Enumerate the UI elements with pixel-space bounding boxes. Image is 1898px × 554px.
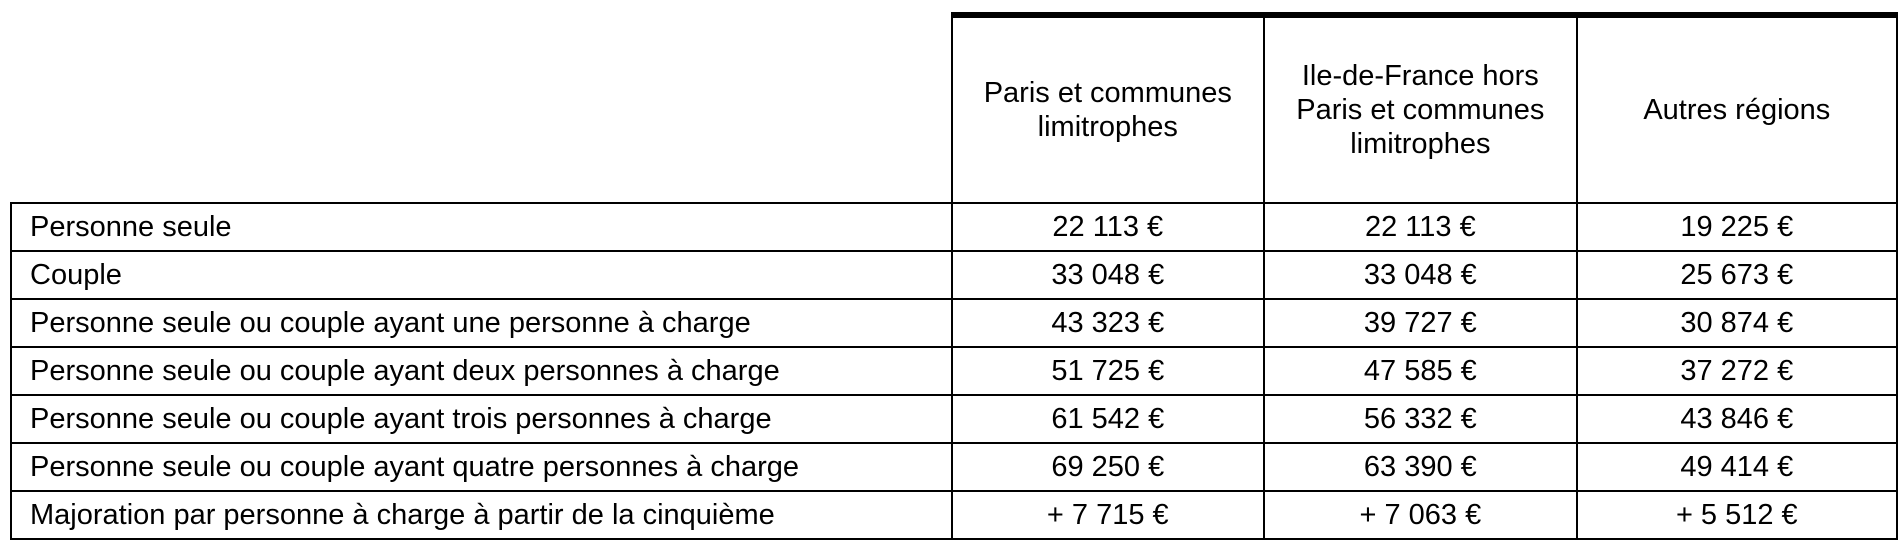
value-paris: 51 725 €: [952, 347, 1265, 395]
row-label: Couple: [11, 251, 952, 299]
value-ile-de-france: 63 390 €: [1264, 443, 1577, 491]
value-autres-regions: 30 874 €: [1577, 299, 1897, 347]
table-header: [11, 15, 1897, 203]
value-ile-de-france: + 7 063 €: [1264, 491, 1577, 539]
table-row: [11, 395, 1897, 443]
value-autres-regions: 49 414 €: [1577, 443, 1897, 491]
header-row: [11, 15, 1897, 203]
value-autres-regions: + 5 512 €: [1577, 491, 1897, 539]
value-ile-de-france: 47 585 €: [1264, 347, 1577, 395]
income-ceiling-table: [10, 12, 1898, 540]
value-paris: 43 323 €: [952, 299, 1265, 347]
value-autres-regions: 19 225 €: [1577, 203, 1897, 251]
value-ile-de-france: 56 332 €: [1264, 395, 1577, 443]
row-label: Personne seule ou couple ayant une personne à charge: [11, 299, 952, 347]
table-row: [11, 491, 1897, 539]
value-paris: 61 542 €: [952, 395, 1265, 443]
value-paris: 69 250 €: [952, 443, 1265, 491]
header-ile-de-france: Ile-de-France hors Paris et communes limitrophes: [1264, 15, 1577, 203]
row-label: Personne seule ou couple ayant deux personnes à charge: [11, 347, 952, 395]
table-row: [11, 347, 1897, 395]
header-paris: Paris et communes limitrophes: [952, 15, 1265, 203]
table-row: [11, 299, 1897, 347]
row-label: Personne seule ou couple ayant trois personnes à charge: [11, 395, 952, 443]
value-autres-regions: 43 846 €: [1577, 395, 1897, 443]
value-paris: 33 048 €: [952, 251, 1265, 299]
value-autres-regions: 25 673 €: [1577, 251, 1897, 299]
table-body: [11, 203, 1897, 539]
table-row: [11, 251, 1897, 299]
row-label: Personne seule ou couple ayant quatre personnes à charge: [11, 443, 952, 491]
header-autres-regions: Autres régions: [1577, 15, 1897, 203]
value-paris: 22 113 €: [952, 203, 1265, 251]
header-corner-cell: [11, 15, 952, 203]
value-autres-regions: 37 272 €: [1577, 347, 1897, 395]
value-ile-de-france: 39 727 €: [1264, 299, 1577, 347]
value-ile-de-france: 33 048 €: [1264, 251, 1577, 299]
table-row: [11, 443, 1897, 491]
value-ile-de-france: 22 113 €: [1264, 203, 1577, 251]
table-row: [11, 203, 1897, 251]
value-paris: + 7 715 €: [952, 491, 1265, 539]
row-label: Personne seule: [11, 203, 952, 251]
row-label: Majoration par personne à charge à partir de la cinquième: [11, 491, 952, 539]
